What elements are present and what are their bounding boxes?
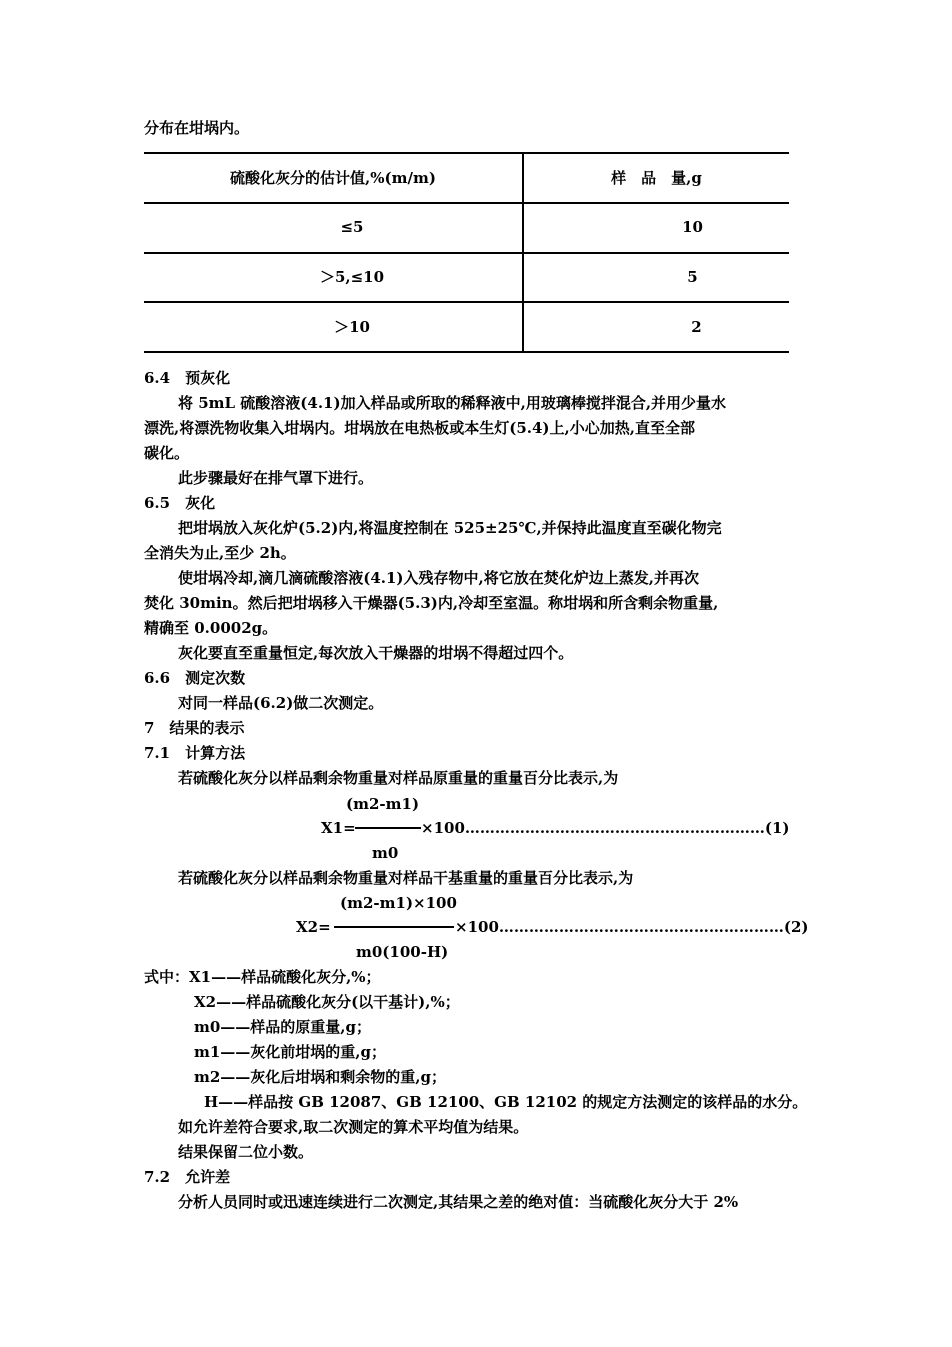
- formula-denominator: m0: [372, 844, 399, 862]
- table-rule: [144, 202, 789, 204]
- paragraph-line: 将 5mL 硫酸溶液(4.1)加入样品或所取的稀释液中,用玻璃棒搅拌混合,并用少量水: [178, 394, 727, 412]
- definition-line: m0——样品的原重量,g；: [194, 1018, 372, 1036]
- table-header-cell: 样 品 量,g: [611, 169, 702, 187]
- paragraph-line: 漂洗,将漂洗物收集入坩埚内。坩埚放在电热板或本生灯(5.4)上,小心加热,直至全部: [144, 419, 695, 437]
- section-heading: 6.4 预灰化: [144, 369, 231, 387]
- formula-denominator: m0(100-H): [356, 943, 449, 961]
- paragraph-line: 如允许差符合要求,取二次测定的算术平均值为结果。: [178, 1118, 529, 1136]
- definition-line: H——样品按 GB 12087、GB 12100、GB 12102 的规定方法测定的该样品的水分。: [204, 1093, 808, 1111]
- formula-numerator: (m2-m1)×100: [340, 894, 457, 912]
- section-heading: 7 结果的表示: [144, 719, 245, 737]
- paragraph-line: 碳化。: [144, 444, 190, 462]
- section-heading: 6.6 测定次数: [144, 669, 246, 687]
- paragraph-line: 焚化 30min。然后把坩埚移入干燥器(5.3)内,冷却至室温。称坩埚和所含剩余物重量,: [144, 594, 719, 612]
- section-heading: 6.5 灰化: [144, 494, 216, 512]
- table-rule-bottom: [144, 351, 789, 353]
- table-cell: 5: [687, 268, 698, 286]
- fraction-bar: [334, 926, 454, 928]
- formula-rhs: ×100…………………………………………………(2): [455, 918, 809, 936]
- definition-line: m1——灰化前坩埚的重,g；: [194, 1043, 387, 1061]
- table-cell: 10: [682, 218, 703, 236]
- table-rule-top: [144, 152, 789, 154]
- paragraph-line: 若硫酸化灰分以样品剩余物重量对样品干基重量的重量百分比表示,为: [178, 869, 634, 887]
- table-header-cell: 硫酸化灰分的估计值,%(m/m): [230, 169, 436, 187]
- paragraph-line: 分析人员同时或迅速连续进行二次测定,其结果之差的绝对值：当硫酸化灰分大于 2%: [178, 1193, 739, 1211]
- fraction-bar: [355, 827, 421, 829]
- table-cell: ≤5: [340, 218, 364, 236]
- formula-numerator: (m2-m1): [346, 795, 420, 813]
- definition-line: X2——样品硫酸化灰分(以干基计),%；: [194, 993, 460, 1011]
- paragraph-line: 此步骤最好在排气罩下进行。: [178, 469, 374, 487]
- definition-line: m2——灰化后坩埚和剩余物的重,g；: [194, 1068, 447, 1086]
- table-cell: ＞10: [334, 318, 370, 336]
- table-rule: [144, 301, 789, 303]
- table-cell: ＞5,≤10: [319, 268, 385, 286]
- paragraph-line: 若硫酸化灰分以样品剩余物重量对样品原重量的重量百分比表示,为: [178, 769, 619, 787]
- formula-lhs: X1=: [321, 819, 356, 837]
- table-cell: 2: [691, 318, 702, 336]
- table-rule: [144, 252, 789, 254]
- paragraph-line: 对同一样品(6.2)做二次测定。: [178, 694, 384, 712]
- paragraph-line: 使坩埚冷却,滴几滴硫酸溶液(4.1)入残存物中,将它放在焚化炉边上蒸发,并再次: [178, 569, 699, 587]
- section-heading: 7.1 计算方法: [144, 744, 246, 762]
- section-heading: 7.2 允许差: [144, 1168, 231, 1186]
- paragraph-line: 精确至 0.0002g。: [144, 619, 278, 637]
- paragraph-line: 全消失为止,至少 2h。: [144, 544, 296, 562]
- paragraph-line: 灰化要直至重量恒定,每次放入干燥器的坩埚不得超过四个。: [178, 644, 574, 662]
- definition-line: 式中：X1——样品硫酸化灰分,%；: [144, 968, 381, 986]
- paragraph-line: 把坩埚放入灰化炉(5.2)内,将温度控制在 525±25℃,并保持此温度直至碳化物完: [178, 519, 722, 537]
- formula-lhs: X2=: [296, 918, 331, 936]
- paragraph-line: 结果保留二位小数。: [178, 1143, 314, 1161]
- intro-line: 分布在坩埚内。: [144, 119, 250, 137]
- formula-rhs: ×100……………………………………………………(1): [421, 819, 790, 837]
